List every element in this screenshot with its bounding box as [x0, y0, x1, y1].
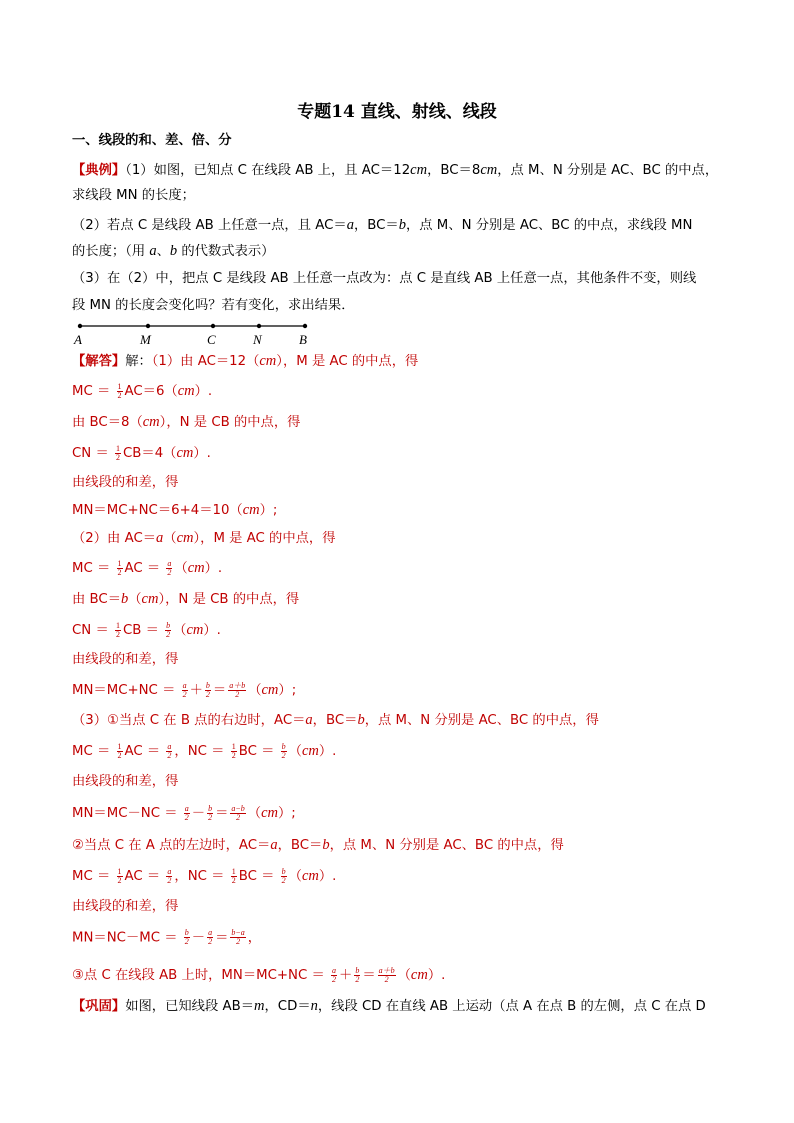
consolidation-tag: 【巩固】	[72, 999, 126, 1014]
page-title: 专题14 直线、射线、线段	[297, 102, 497, 122]
example-tag: 【典例】	[72, 163, 126, 178]
label-a: A	[74, 332, 82, 347]
solution-line-12: MN＝MC+NC ＝ $\frac{a}{2}$ ＋ $\frac{b}{2}$ ＝ $\frac{a+b}{2}$ （cm）;	[72, 680, 297, 699]
solution-line-15: 由线段的和差，得	[72, 774, 179, 789]
solution-line-19: 由线段的和差，得	[72, 899, 179, 914]
solution-line-18: MC ＝ $\frac{1}{2}$ AC ＝ $\frac{a}{2}$ ，NC ＝ $\frac{1}{2}$ BC ＝ $\frac{b}{2}$ （cm）.	[72, 866, 337, 885]
example-line-4: 的长度；（用 a、b 的代数式表示）	[72, 243, 275, 259]
label-m: M	[140, 332, 151, 347]
fraction: $\frac{b}{2}$	[184, 928, 189, 946]
point-a-dot	[78, 324, 82, 328]
fraction: $\frac{b}{2}$	[281, 741, 286, 760]
fraction: $\frac{b}{2}$	[166, 620, 171, 639]
fraction: $\frac{b}{2}$	[205, 680, 210, 699]
fraction: $\frac{a}{2}$	[167, 558, 172, 577]
point-n-dot	[257, 324, 261, 328]
solution-line-7: （2）由 AC＝a（cm），M 是 AC 的中点，得	[72, 530, 336, 546]
example-line-2: 求线段 MN 的长度；	[72, 188, 195, 203]
fraction: $\frac{a}{2}$	[184, 803, 189, 822]
solution-line-11: 由线段的和差，得	[72, 652, 179, 667]
fraction: $\frac{1}{2}$	[115, 620, 120, 639]
solution-line-21: ③点 C 在线段 AB 上时，MN＝MC+NC ＝ $\frac{a}{2}$ ＋ $\frac{b}{2}$ ＝ $\frac{a+b}{2}$ （cm）.	[72, 965, 446, 984]
fraction: $\frac{1}{2}$	[115, 443, 120, 462]
segment-diagram	[72, 318, 322, 348]
fraction: $\frac{a-b}{2}$	[231, 803, 245, 822]
solution-line-1: 【解答】解：（1）由 AC＝12（cm），M 是 AC 的中点，得	[72, 353, 419, 369]
fraction: $\frac{a}{2}$	[182, 680, 187, 699]
fraction: $\frac{1}{2}$	[117, 866, 122, 885]
example-line-6: 段 MN 的长度会变化吗？若有变化，求出结果．	[72, 298, 355, 313]
solution-line-8: MC ＝ $\frac{1}{2}$ AC ＝ $\frac{a}{2}$ （cm）.	[72, 558, 223, 577]
fraction: $\frac{b}{2}$	[208, 803, 213, 822]
fraction: $\frac{a}{2}$	[167, 866, 172, 885]
solution-line-13: （3）①当点 C 在 B 点的右边时，AC＝a，BC＝b，点 M、N 分别是 AC、BC 的中点，得	[72, 712, 599, 728]
fraction: $\frac{1}{2}$	[117, 741, 122, 760]
fraction: $\frac{1}{2}$	[231, 741, 236, 760]
solution-line-2: MC ＝ $\frac{1}{2}$ AC＝6（cm）.	[72, 381, 213, 400]
solution-tag: 【解答】	[72, 354, 126, 369]
solution-line-16: MN＝MC－NC ＝ $\frac{a}{2}$ － $\frac{b}{2}$ ＝ $\frac{a-b}{2}$ （cm）;	[72, 803, 296, 822]
example-line-5: （3）在（2）中，把点 C 是线段 AB 上任意一点改为：点 C 是直线 AB 上任意一点，其他条件不变，则线	[72, 271, 697, 286]
solution-line-9: 由 BC＝b（cm），N 是 CB 的中点，得	[72, 591, 300, 607]
fraction: $\frac{1}{2}$	[117, 381, 122, 400]
fraction: $\frac{a+b}{2}$	[229, 680, 246, 699]
example-line-3: （2）若点 C 是线段 AB 上任意一点，且 AC＝a，BC＝b，点 M、N 分别是 AC、BC 的中点，求线段 MN	[72, 217, 693, 233]
solution-line-17: ②当点 C 在 A 点的左边时，AC＝a，BC＝b，点 M、N 分别是 AC、BC 的中点，得	[72, 837, 564, 853]
point-c-dot	[211, 324, 215, 328]
solution-line-6: MN＝MC+NC＝6+4＝10（cm）;	[72, 502, 278, 518]
label-b: B	[299, 332, 307, 347]
solution-line-3: 由 BC＝8（cm），N 是 CB 的中点，得	[72, 414, 301, 430]
fraction: $\frac{1}{2}$	[231, 866, 236, 885]
solution-line-20: MN＝NC－MC ＝ $\frac{b}{2}$ － $\frac{a}{2}$ ＝ $\frac{b-a}{2}$ ，	[72, 928, 262, 946]
fraction: $\frac{a}{2}$	[208, 928, 213, 946]
label-n: N	[253, 332, 262, 347]
fraction: $\frac{a}{2}$	[332, 965, 337, 984]
solution-line-4: CN ＝ $\frac{1}{2}$ CB＝4（cm）.	[72, 443, 211, 462]
consolidation-line-1: 【巩固】如图，已知线段 AB＝m，CD＝n，线段 CD 在直线 AB 上运动（点 A 在点 B 的左侧，点 C 在点 D	[72, 998, 706, 1014]
example-line-1: 【典例】（1）如图，已知点 C 在线段 AB 上，且 AC＝12cm，BC＝8cm，点 M、N 分别是 AC、BC 的中点，	[72, 162, 719, 178]
label-c: C	[207, 332, 216, 347]
fraction: $\frac{1}{2}$	[117, 558, 122, 577]
fraction: $\frac{a+b}{2}$	[378, 965, 395, 984]
section-heading: 一、线段的和、差、倍、分	[72, 133, 232, 148]
fraction: $\frac{b}{2}$	[355, 965, 360, 984]
solution-line-14: MC ＝ $\frac{1}{2}$ AC ＝ $\frac{a}{2}$ ，NC ＝ $\frac{1}{2}$ BC ＝ $\frac{b}{2}$ （cm）.	[72, 741, 337, 760]
fraction: $\frac{b-a}{2}$	[231, 928, 245, 946]
solution-line-10: CN ＝ $\frac{1}{2}$ CB ＝ $\frac{b}{2}$ （cm）.	[72, 620, 221, 639]
solution-line-5: 由线段的和差，得	[72, 475, 179, 490]
fraction: $\frac{a}{2}$	[167, 741, 172, 760]
point-m-dot	[146, 324, 150, 328]
fraction: $\frac{b}{2}$	[281, 866, 286, 885]
point-b-dot	[303, 324, 307, 328]
